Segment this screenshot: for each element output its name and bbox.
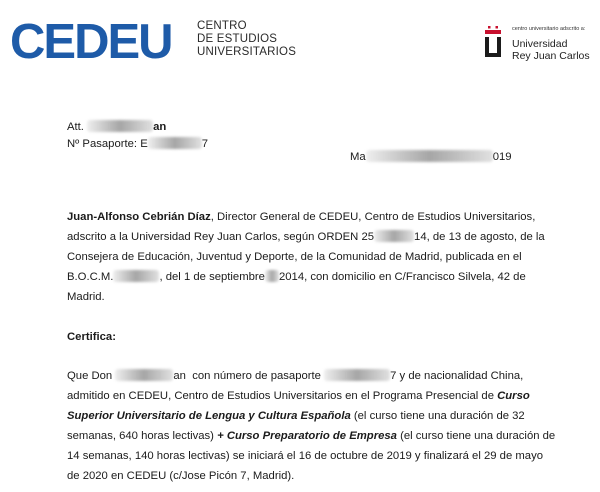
att-prefix: Att. (67, 121, 84, 133)
text-span: 2014, con domicilio en C/Francisco Silvela, 42 de (278, 271, 526, 283)
text-span: semanas, 640 horas lectivas) (67, 430, 214, 442)
paragraph-line (67, 207, 553, 227)
passport-tail: 7 (201, 138, 209, 150)
urjc-adscrito-label: centro universitario adscrito a: (512, 26, 586, 32)
paragraph-line (67, 466, 555, 486)
urjc-name (512, 38, 590, 62)
paragraph-line (67, 446, 555, 466)
text-span: Madrid. (67, 291, 105, 303)
text-span: 7 (390, 370, 397, 382)
text-span: de 2020 en CEDEU (c/Jose Picón 7, Madrid). (67, 470, 295, 482)
paragraph-line (67, 227, 553, 247)
redacted-student-name (115, 369, 173, 381)
text-span: admitido en CEDEU, Centro de Estudios Universitarios en el Programa Presencial de (67, 390, 494, 402)
course-name: + Curso Preparatorio de Empresa (217, 430, 397, 442)
text-span: Que Don (67, 370, 113, 382)
att-tail: an (153, 121, 167, 133)
text-span: Consejera de Educación, Juventud y Deporte, de la Comunidad de Madrid, publicada en el (67, 251, 522, 263)
redacted-bocm (113, 270, 159, 282)
passport-line (67, 134, 208, 154)
cedeu-subtitle-line: UNIVERSITARIOS (197, 46, 297, 58)
redacted-date (366, 150, 493, 162)
redacted-order (374, 230, 414, 242)
director-name: Juan-Alfonso Cebrián Díaz (67, 211, 211, 223)
paragraph-line (67, 386, 555, 406)
place-date-suffix: 019 (492, 151, 512, 163)
place-date (350, 147, 512, 167)
passport-prefix: Nº Pasaporte: E (67, 138, 148, 150)
cedeu-subtitle (197, 20, 296, 59)
text-span: 14 semanas, 140 horas lectivas) se iniciará el 16 de octubre de 2019 y finalizará el 29 de mayo (67, 450, 544, 462)
certifica-heading: Certifica: (67, 331, 116, 343)
cedeu-logo (10, 14, 192, 66)
text-span: y de nacionalidad China, (399, 370, 524, 382)
redacted-student-passport (324, 369, 390, 381)
cedeu-subtitle-line: DE ESTUDIOS (197, 33, 278, 45)
course-name: Superior Universitario de Lengua y Cultura Española (67, 410, 351, 422)
paragraph-line (67, 366, 555, 386)
urjc-name-line: Universidad (512, 38, 568, 50)
text-span: adscrito a la Universidad Rey Juan Carlos, según ORDEN 25 (67, 231, 375, 243)
text-span: 14, de 13 de agosto, de la (414, 231, 545, 243)
text-span: (el curso tiene una duración de (400, 430, 556, 442)
cedeu-subtitle-line: CENTRO (197, 20, 247, 32)
paragraph-line (67, 426, 555, 446)
text-span: , Director General de CEDEU, Centro de Estudios Universitarios, (210, 211, 536, 223)
paragraph-1 (67, 207, 553, 307)
text-span: (el curso tiene una duración de 32 (353, 410, 525, 422)
course-name: Curso (497, 390, 530, 402)
redacted-day (265, 270, 279, 282)
paragraph-line (67, 406, 555, 426)
redacted-name (87, 120, 153, 132)
paragraph-line (67, 267, 553, 287)
urjc-name-line: Rey Juan Carlos (512, 50, 590, 62)
text-span: B.O.C.M. (67, 271, 114, 283)
redacted-passport (148, 137, 202, 149)
text-span: , del 1 de septiembre (159, 271, 265, 283)
text-span: con número de pasaporte (192, 370, 321, 382)
place-date-prefix: Ma (350, 151, 366, 163)
cedeu-logo-text: CEDEU (10, 15, 172, 66)
paragraph-line (67, 287, 553, 307)
paragraph-2 (67, 366, 555, 486)
urjc-logo-icon (483, 26, 503, 60)
text-span: an (173, 370, 186, 382)
paragraph-line (67, 247, 553, 267)
